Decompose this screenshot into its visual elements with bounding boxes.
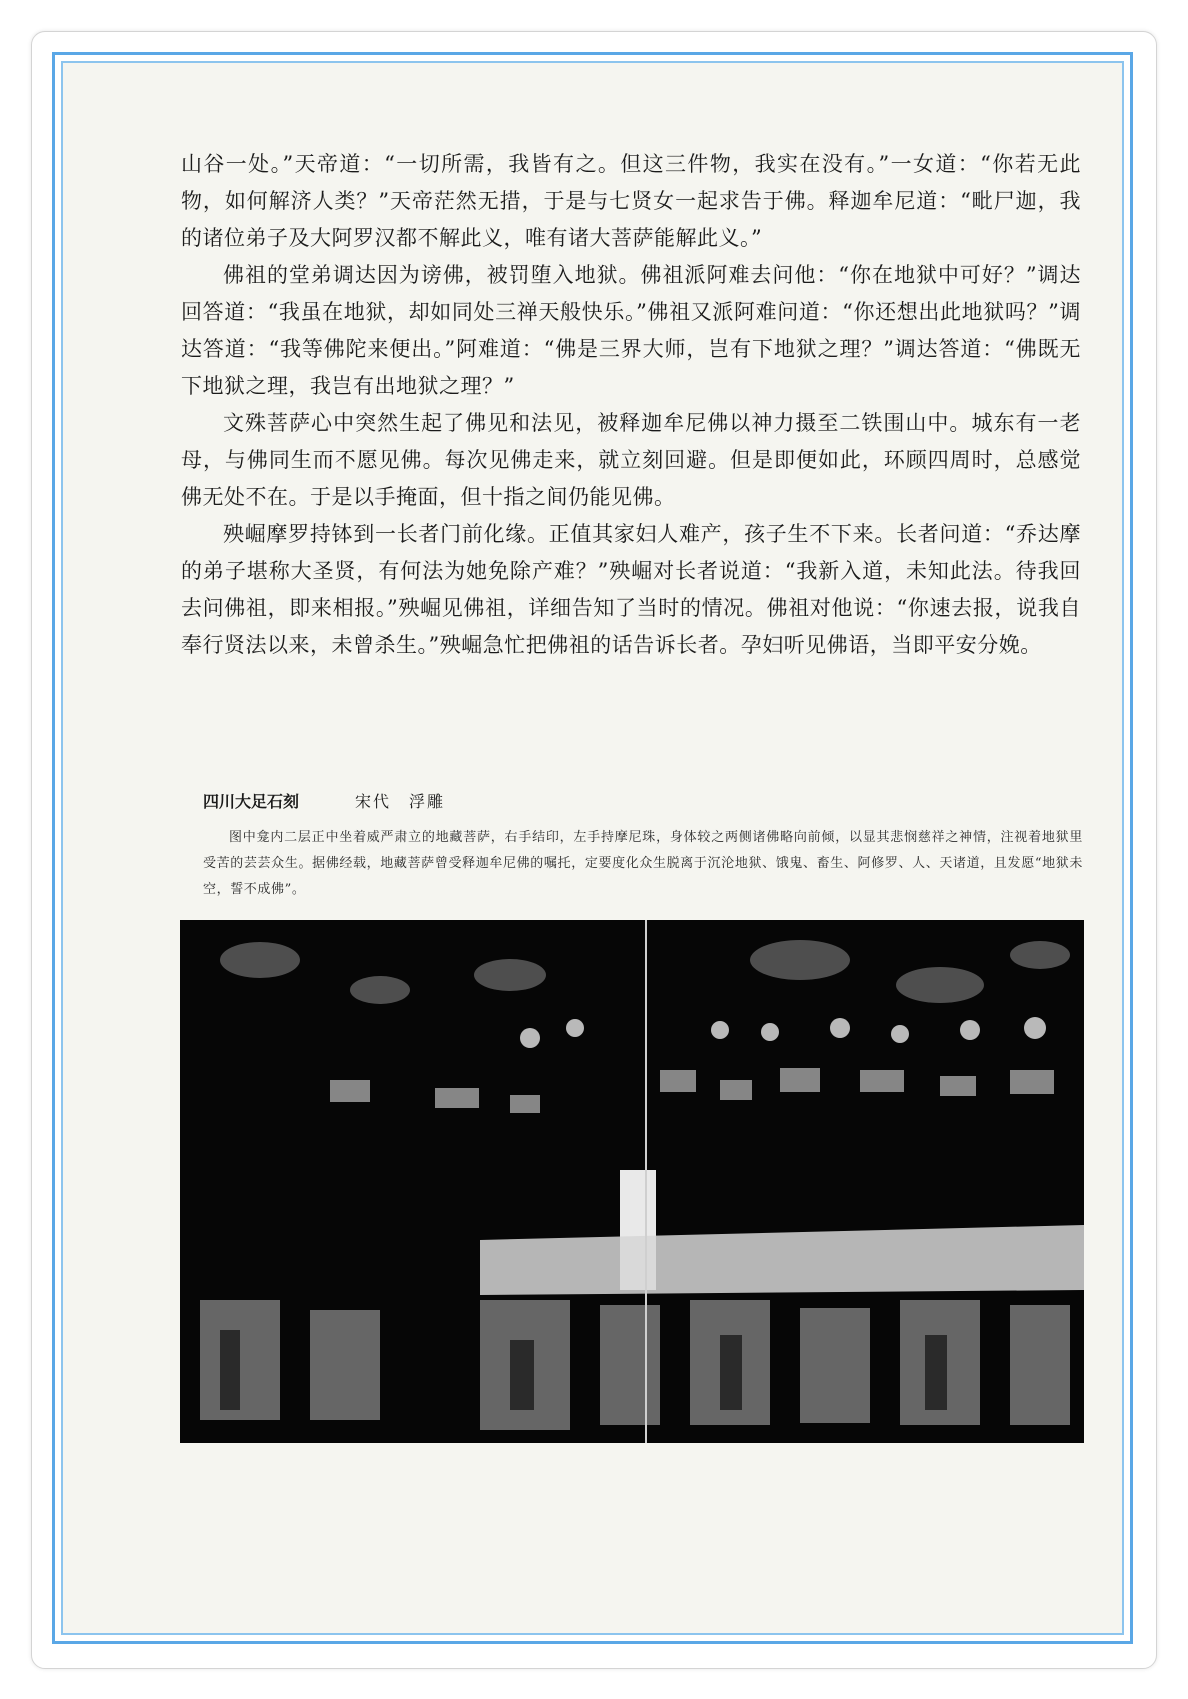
body-text [181,146,1081,664]
paragraph-3: 文殊菩萨心中突然生起了佛见和法见，被释迦牟尼佛以神力摄至二铁围山中。城东有一老母，与佛同生而不愿见佛。每次见佛走来，就立刻回避。但是即便如此，环顾四周时，总感觉佛无处不在。于是以手掩面，但十指之间仍能见佛。 [181,411,1081,509]
caption-meta: 宋代 浮雕 [355,792,446,811]
stone-carving-photo [180,920,1084,1443]
photo-illustration [180,920,1084,1443]
caption-description [203,825,1083,903]
paragraph-1: 山谷一处。”天帝道：“一切所需，我皆有之。但这三件物，我实在没有。”一女道：“你若无此物，如何解济人类？”天帝茫然无措，于是与七贤女一起求告于佛。释迦牟尼道：“毗尸迦，我的诸位弟子及大阿罗汉都不解此义，唯有诸大菩萨能解此义。” [181,152,1081,250]
paragraph-4: 殃崛摩罗持钵到一长者门前化缘。正值其家妇人难产，孩子生不下来。长者问道：“乔达摩的弟子堪称大圣贤，有何法为她免除产难？”殃崛对长者说道：“我新入道，未知此法。待我回去问佛祖，即来相报。”殃崛见佛祖，详细告知了当时的情况。佛祖对他说：“你速去报，说我自奉行贤法以来，未曾杀生。”殃崛急忙把佛祖的话告诉长者。孕妇听见佛语，当即平安分娩。 [181,522,1081,657]
page-paper [61,61,1124,1635]
page-frame [52,52,1133,1644]
caption-title: 四川大足石刻 [203,792,300,811]
paragraph-2: 佛祖的堂弟调达因为谤佛，被罚堕入地狱。佛祖派阿难去问他：“你在地狱中可好？”调达回答道：“我虽在地狱，却如同处三禅天般快乐。”佛祖又派阿难问道：“你还想出此地狱吗？”调达答道：“我等佛陀来便出。”阿难道：“佛是三界大师，岂有下地狱之理？”调达答道：“佛既无下地狱之理，我岂有出地狱之理？” [181,263,1081,398]
caption-description-text: 图中龛内二层正中坐着威严肃立的地藏菩萨，右手结印，左手持摩尼珠，身体较之两侧诸佛略向前倾，以显其悲悯慈祥之神情，注视着地狱里受苦的芸芸众生。据佛经载，地藏菩萨曾受释迦牟尼佛的嘱托，定要度化众生脱离于沉沦地狱、饿鬼、畜生、阿修罗、人、天诸道，且发愿“地狱未空，誓不成佛”。 [203,830,1083,897]
